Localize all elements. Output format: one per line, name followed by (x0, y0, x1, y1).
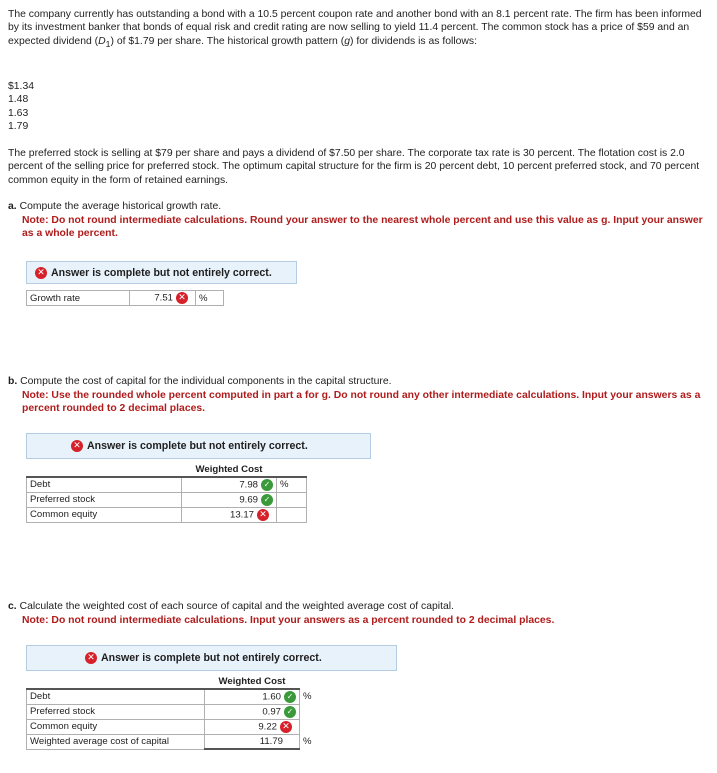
preferred-weighted-value: 0.97 (262, 706, 281, 718)
dividend-value: 1.79 (8, 120, 29, 132)
common-cost-value: 13.17 (229, 509, 254, 521)
component-label-common: Common equity (27, 507, 182, 522)
growth-rate-value: 7.51 (154, 292, 173, 304)
unit-cell (300, 704, 330, 719)
part-b-table (26, 462, 307, 523)
component-label-common: Common equity (27, 719, 205, 734)
part-c-question-text: Calculate the weighted cost of each source of capital and the weighted average cost of capital. (19, 601, 454, 612)
weighted-cost-header: Weighted Cost (205, 674, 300, 689)
debt-cost-value: 7.98 (239, 479, 258, 491)
incorrect-icon: ✕ (257, 509, 269, 521)
incorrect-icon: ✕ (85, 652, 97, 664)
debt-cost-input[interactable] (182, 477, 277, 492)
part-b-question (8, 375, 708, 388)
part-c-table (26, 674, 330, 750)
part-a-result-banner (26, 261, 297, 284)
incorrect-icon: ✕ (71, 440, 83, 452)
part-a-note: Note: Do not round intermediate calculations. Round your answer to the nearest whole percent and use this value as g. Input your answer as a whole percent. (22, 215, 703, 240)
preferred-cost-value: 9.69 (239, 494, 258, 506)
part-b-question-text: Compute the cost of capital for the individual components in the capital structure. (20, 376, 392, 387)
debt-weighted-value: 1.60 (262, 691, 281, 703)
part-a-table (26, 290, 224, 306)
banner-text: Answer is complete but not entirely correct. (51, 266, 272, 279)
dividend-value: 1.48 (8, 94, 29, 106)
unit-cell (277, 492, 307, 507)
common-weighted-input[interactable] (205, 719, 300, 734)
preferred-stock-paragraph: The preferred stock is selling at $79 per share and pays a dividend of $7.50 per share. The corporate tax rate is 30 percent. The flotation cost is 2.0 percent of the selling price for preferred stock. The optimum capital structure for the firm is 20 percent debt, 10 percent preferred stock, and 70 percent common equity in the form of retained earnings. (8, 148, 700, 186)
dividend-value: $1.34 (8, 81, 35, 92)
part-b-result-banner (26, 433, 371, 459)
percent-unit: % (303, 691, 312, 702)
part-b-note: Note: Use the rounded whole percent computed in part a for g. Do not round any other intermediate calculations. Input your answers as a percent rounded to 2 decimal places. (22, 390, 701, 415)
component-label-preferred: Preferred stock (27, 704, 205, 719)
preferred-weighted-input[interactable] (205, 704, 300, 719)
banner-text: Answer is complete but not entirely correct. (101, 652, 322, 664)
part-c-note: Note: Do not round intermediate calculations. Input your answers as a percent rounded to 2 decimal places. (22, 615, 555, 626)
wacc-input[interactable] (205, 734, 300, 749)
common-weighted-value: 9.22 (258, 721, 277, 733)
incorrect-icon: ✕ (280, 721, 292, 733)
problem-intro (8, 8, 713, 51)
incorrect-icon: ✕ (176, 292, 188, 304)
growth-rate-input[interactable] (130, 291, 196, 306)
correct-icon: ✓ (284, 706, 296, 718)
correct-icon: ✓ (261, 494, 273, 506)
growth-rate-label: Growth rate (27, 291, 130, 306)
part-a-letter: a. (8, 201, 17, 212)
intro-part-1: The company currently has outstanding a bond with a 10.5 percent coupon rate and another bond with an 8.1 percent rate. The firm has been informed by its investment banker that bonds of equal risk and credit rating are now selling to yield 11.4 percent. The common stock has a price of $59 and an expected dividend $(D_1)$ of $1.79 per share. The historical growth pattern (g) for dividends is as follows: (8, 9, 702, 49)
component-label-debt: Debt (27, 477, 182, 492)
correct-icon: ✓ (261, 479, 273, 491)
part-b-letter: b. (8, 376, 18, 387)
component-label-wacc: Weighted average cost of capital (27, 734, 205, 749)
banner-text: Answer is complete but not entirely correct. (87, 440, 308, 452)
dividend-value: 1.63 (8, 107, 29, 119)
component-label-debt: Debt (27, 689, 205, 704)
weighted-cost-header: Weighted Cost (182, 462, 277, 477)
preferred-cost-input[interactable] (182, 492, 277, 507)
part-c-letter: c. (8, 601, 17, 612)
unit-cell (300, 719, 330, 734)
percent-unit: % (303, 736, 312, 747)
part-a-question (8, 200, 708, 213)
incorrect-icon: ✕ (35, 267, 47, 279)
component-label-preferred: Preferred stock (27, 492, 182, 507)
percent-unit: % (277, 477, 307, 492)
dividend-list (8, 80, 34, 133)
wacc-value: 11.79 (259, 735, 283, 747)
percent-unit: % (196, 291, 224, 306)
part-c-question (8, 600, 708, 613)
unit-cell (277, 507, 307, 522)
correct-icon: ✓ (284, 691, 296, 703)
common-cost-input[interactable] (182, 507, 277, 522)
debt-weighted-input[interactable] (205, 689, 300, 704)
part-c-result-banner (26, 645, 397, 671)
part-a-question-text: Compute the average historical growth rate. (19, 201, 222, 212)
